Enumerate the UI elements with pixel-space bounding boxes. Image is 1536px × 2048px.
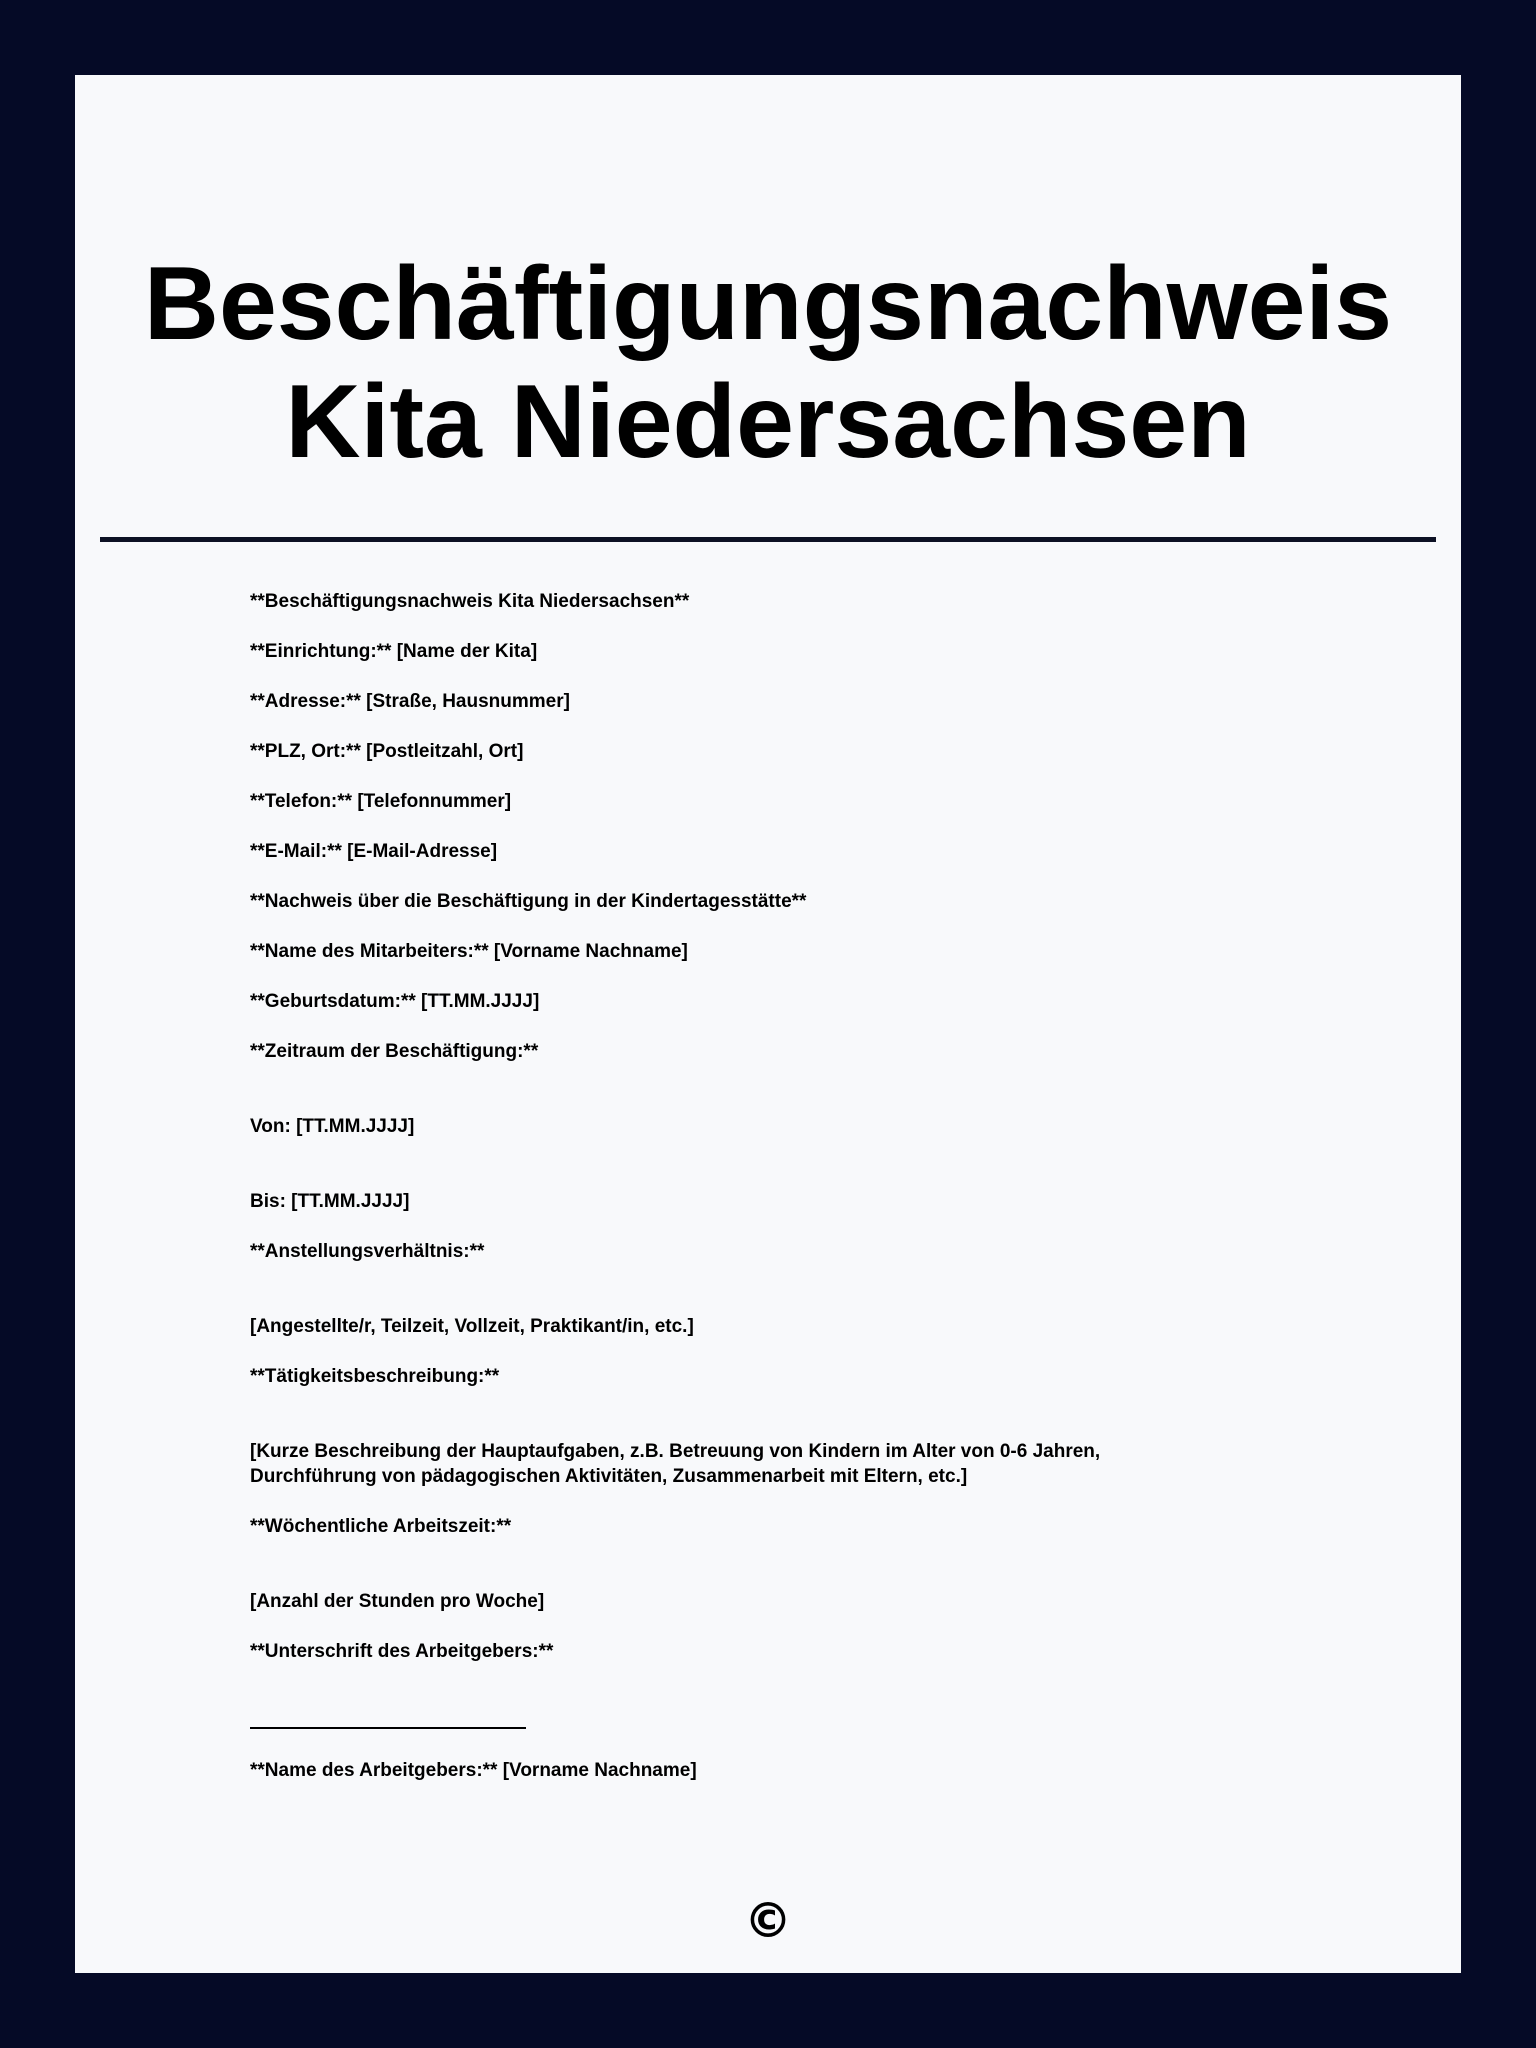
document-body (250, 589, 1250, 1808)
body-heading: **Beschäftigungsnachweis Kita Niedersachsen** (250, 591, 690, 612)
title-divider (100, 537, 1436, 542)
field-telefon: **Telefon:** [Telefonnummer] (250, 791, 512, 812)
anstellung-label: **Anstellungsverhältnis:** (250, 1241, 485, 1262)
field-geburtsdatum: **Geburtsdatum:** [TT.MM.JJJJ] (250, 991, 540, 1012)
arbeitszeit-label: **Wöchentliche Arbeitszeit:** (250, 1516, 512, 1537)
title-line-1: Beschäftigungsnachweis (143, 246, 1393, 362)
document-page (75, 75, 1461, 1973)
field-einrichtung: **Einrichtung:** [Name der Kita] (250, 641, 538, 662)
zeitraum-label: **Zeitraum der Beschäftigung:** (250, 1041, 539, 1062)
arbeitszeit-value: [Anzahl der Stunden pro Woche] (250, 1591, 545, 1612)
taetigkeit-label: **Tätigkeitsbeschreibung:** (250, 1366, 500, 1387)
field-plz-ort: **PLZ, Ort:** [Postleitzahl, Ort] (250, 741, 524, 762)
field-mitarbeiter: **Name des Mitarbeiters:** [Vorname Nachname] (250, 941, 688, 962)
anstellung-value: [Angestellte/r, Teilzeit, Vollzeit, Praktikant/in, etc.] (250, 1316, 694, 1337)
signature-line (250, 1727, 526, 1729)
field-bis: Bis: [TT.MM.JJJJ] (250, 1191, 410, 1212)
nachweis-heading: **Nachweis über die Beschäftigung in der Kindertagesstätte** (250, 891, 807, 912)
copyright-icon: © (744, 1893, 792, 1949)
field-arbeitgeber-name: **Name des Arbeitgebers:** [Vorname Nachname] (250, 1760, 697, 1781)
field-adresse: **Adresse:** [Straße, Hausnummer] (250, 691, 570, 712)
document-title (75, 245, 1461, 481)
title-line-2: Kita Niedersachsen (285, 364, 1251, 480)
field-von: Von: [TT.MM.JJJJ] (250, 1116, 415, 1137)
unterschrift-label: **Unterschrift des Arbeitgebers:** (250, 1641, 554, 1662)
taetigkeit-value: [Kurze Beschreibung der Hauptaufgaben, z.B. Betreuung von Kindern im Alter von 0-6 Jahren, Durchführung von pädagogischen Aktivitäten, Zusammenarbeit mit Eltern, etc.] (250, 1441, 1101, 1487)
field-email: **E-Mail:** [E-Mail-Adresse] (250, 841, 498, 862)
